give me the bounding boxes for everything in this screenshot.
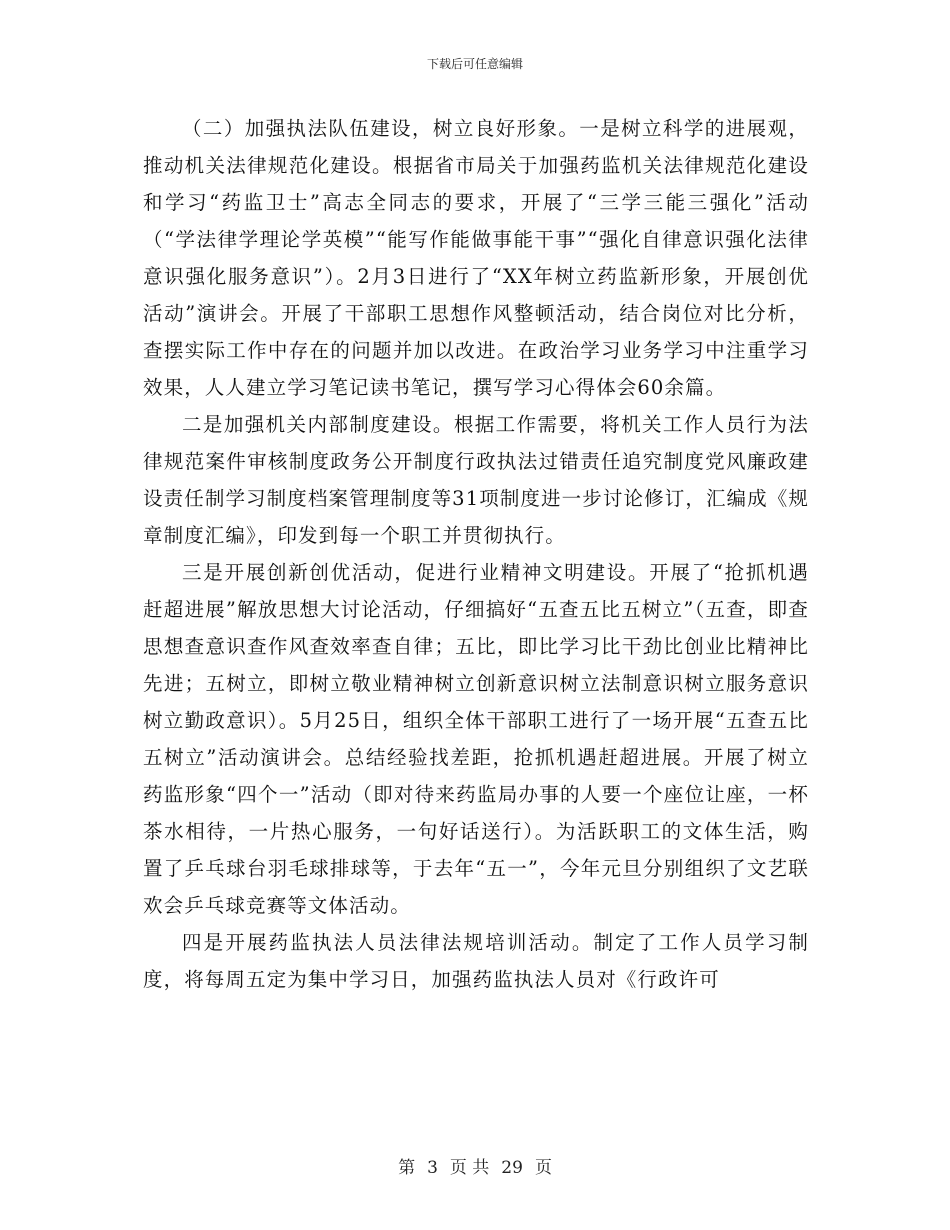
- document-body: [143, 110, 809, 998]
- total-pages-number: 29: [501, 1158, 523, 1178]
- paragraph-3: 三是开展创新创优活动，促进行业精神文明建设。开展了“抢抓机遇赶超进展”解放思想大讨论活动，仔细搞好“五查五比五树立”（五查，即查思想查意识查作风查效率查自律；五比，即比学习比干劲比创业比精神比先进；五树立，即树立敬业精神树立创新意识树立法制意识树立服务意识树立勤政意识）。5月25日，组织全体干部职工进行了一场开展“五查五比五树立”活动演讲会。总结经验找差距，抢抓机遇赶超进展。开展了树立药监形象“四个一”活动（即对待来药监局办事的人要一个座位让座，一杯茶水相待，一片热心服务，一句好话送行）。为活跃职工的文体生活，购置了乒乓球台羽毛球排球等，于去年“五一”，今年元旦分别组织了文艺联欢会乒乓球竞赛等文体活动。: [143, 561, 809, 917]
- page-footer: [0, 1153, 950, 1178]
- current-page-number: 3: [427, 1158, 438, 1178]
- paragraph-4: 四是开展药监执法人员法律法规培训活动。制定了工作人员学习制度，将每周五定为集中学习日，加强药监执法人员对《行政许可: [143, 931, 809, 991]
- footer-label-page: 第: [398, 1158, 416, 1178]
- footer-label-of: 页 共: [449, 1158, 490, 1178]
- paragraph-1: （二）加强执法队伍建设，树立良好形象。一是树立科学的进展观，推动机关法律规范化建设。根据省市局关于加强药监机关法律规范化建设和学习“药监卫士”高志全同志的要求，开展了“三学三能三强化”活动（“学法律学理论学英模”“能写作能做事能干事”“强化自律意识强化法律意识强化服务意识”）。2月3日进行了“XX年树立药监新形象，开展创优活动”演讲会。开展了干部职工思想作风整顿活动，结合岗位对比分析，查摆实际工作中存在的问题并加以改进。在政治学习业务学习中注重学习效果，人人建立学习笔记读书笔记，撰写学习心得体会60余篇。: [143, 117, 809, 399]
- paragraph-2: 二是加强机关内部制度建设。根据工作需要，将机关工作人员行为法律规范案件审核制度政务公开制度行政执法过错责任追究制度党风廉政建设责任制学习制度档案管理制度等31项制度进一步讨论修订，汇编成《规章制度汇编》，印发到每一个职工并贯彻执行。: [143, 413, 809, 547]
- footer-label-pages: 页: [534, 1158, 552, 1178]
- page-header-note: 下载后可任意编辑: [426, 57, 523, 71]
